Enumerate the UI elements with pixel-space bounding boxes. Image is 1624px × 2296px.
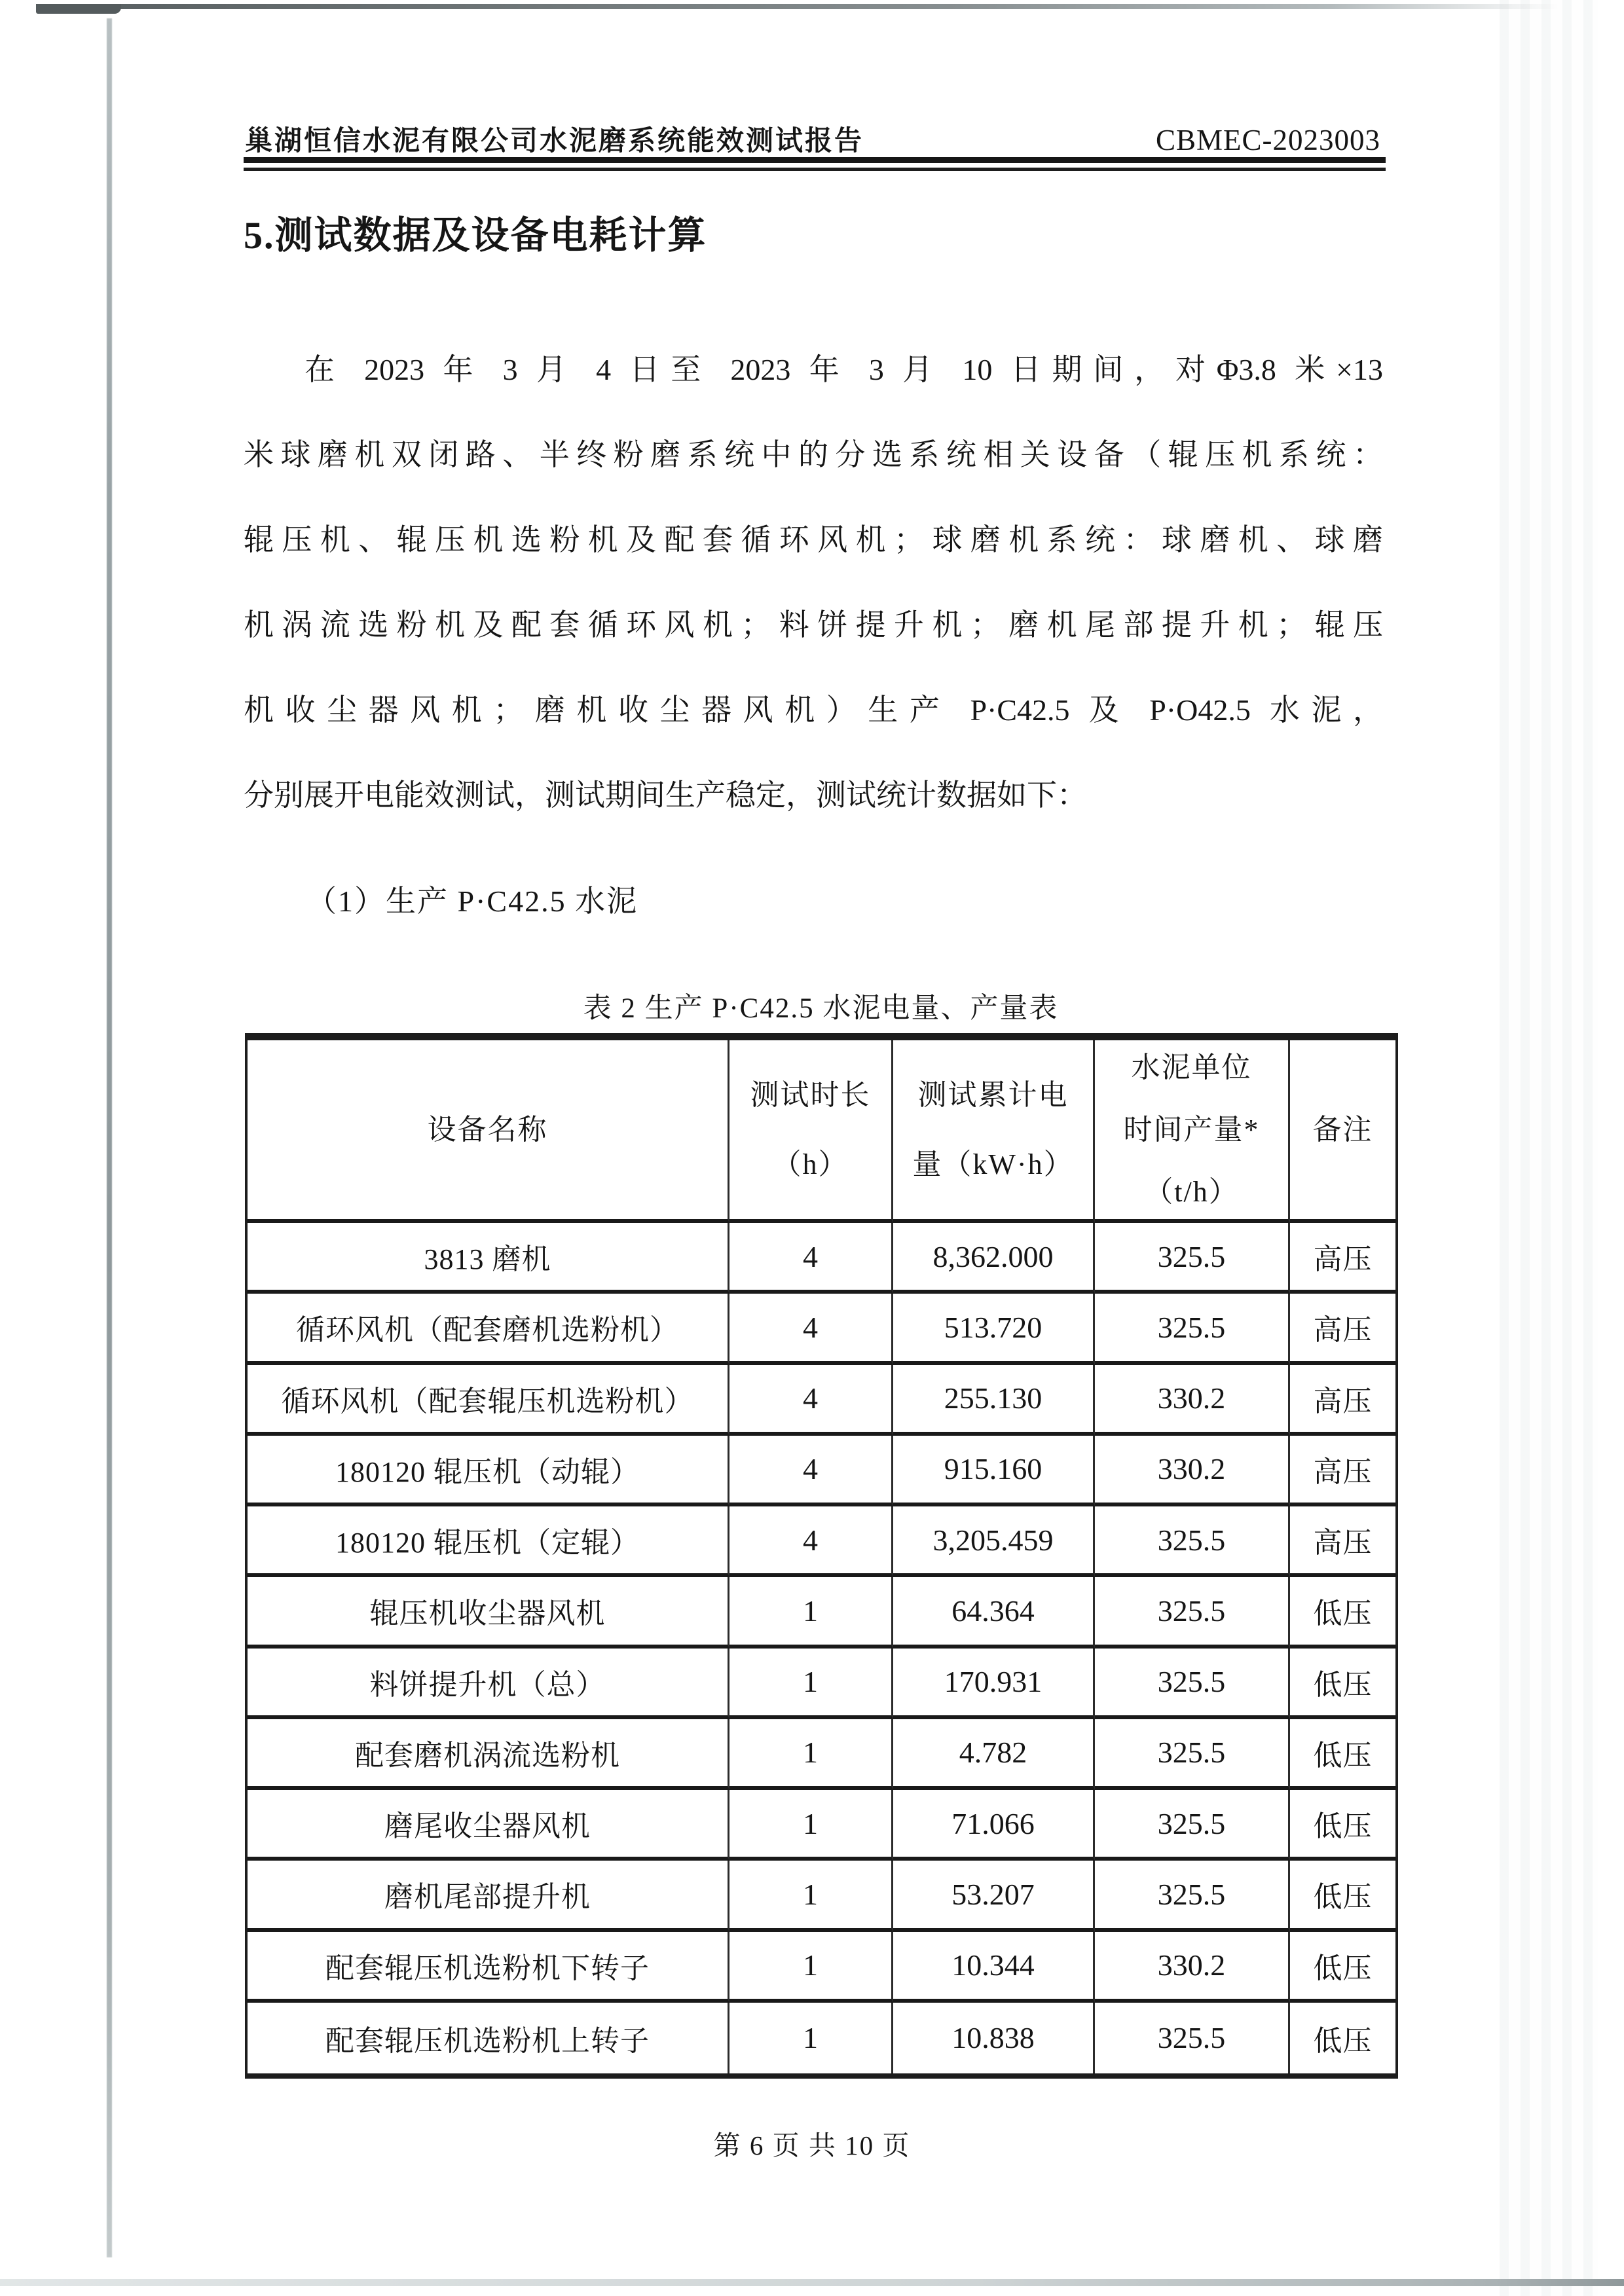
paragraph-line: 辊压机、辊压机选粉机及配套循环风机；球磨机系统：球磨机、球磨 [244,523,1383,556]
header-line: （h） [772,1148,849,1180]
table-cell-device: 循环风机（配套辊压机选粉机） [248,1365,729,1436]
table-cell-energy: 64.364 [893,1577,1095,1648]
scan-right-streaks [1500,0,1598,2296]
document-header-code: CBMEC-2023003 [1155,124,1380,156]
table-cell-remark: 高压 [1290,1506,1395,1577]
table-cell-remark: 低压 [1290,1719,1395,1790]
sub-item-label: （1）生产 P·C42.5 水泥 [306,884,638,918]
table-cell-energy: 4.782 [893,1719,1095,1790]
paragraph-line: 机收尘器风机；磨机收尘器风机）生产 P·C42.5 及 P·O42.5 水泥， [244,693,1383,727]
table-cell-output: 325.5 [1095,1577,1290,1648]
paragraph-line: 在 2023 年 3 月 4 日至 2023 年 3 月 10 日期间，对Φ3.8 米×13 [304,353,1383,386]
table-cell-output: 330.2 [1095,1365,1290,1436]
table-cell-duration: 4 [729,1223,893,1294]
table-cell-energy: 3,205.459 [893,1506,1095,1577]
table-cell-energy: 10.838 [893,2003,1095,2073]
scan-top-edge-corner [36,4,121,14]
table-cell-device: 配套辊压机选粉机下转子 [248,1932,729,2003]
table-cell-duration: 4 [729,1365,893,1436]
table-cell-remark: 低压 [1290,1649,1395,1719]
paragraph-line: 机涡流选粉机及配套循环风机；料饼提升机；磨机尾部提升机；辊压 [244,608,1383,642]
table-cell-remark: 低压 [1290,1577,1395,1648]
table-cell-output: 325.5 [1095,1861,1290,1931]
table-cell-remark: 低压 [1313,2024,1373,2057]
table-cell-energy: 513.720 [893,1294,1095,1364]
table-cell-device: 180120 辊压机（动辊） [248,1436,729,1506]
table-cell-device: 配套磨机涡流选粉机 [248,1719,729,1790]
table-cell-duration: 4 [729,1506,893,1577]
table-cell-output: 325.5 [1095,1790,1290,1861]
table-cell-remark: 高压 [1290,1436,1395,1506]
table-cell-device: 辊压机收尘器风机 [248,1577,729,1648]
section-title: 5.测试数据及设备电耗计算 [244,214,707,257]
table-header-duration [729,1040,893,1223]
table-header-energy [893,1040,1095,1223]
table-cell-duration: 1 [729,1577,893,1648]
table-cell-duration: 1 [729,1861,893,1931]
table-cell-duration: 1 [729,1932,893,2003]
header-rule-thin [244,168,1386,171]
table-cell-output: 325.5 [1095,2003,1290,2073]
table-cell-device: 3813 磨机 [248,1223,729,1294]
table-cell-energy: 71.066 [893,1790,1095,1861]
table-cell-output: 330.2 [1095,1932,1290,2003]
table-cell-device: 循环风机（配套磨机选粉机） [248,1294,729,1364]
table-cell-output: 325.5 [1095,1719,1290,1790]
table-cell-energy: 170.931 [893,1649,1095,1719]
table-cell-remark: 低压 [1290,1861,1395,1931]
table-cell-output: 325.5 [1095,1649,1290,1719]
header-line: 量（kW·h） [912,1148,1074,1180]
body-paragraph [244,327,1383,838]
header-line: 备注 [1312,1113,1373,1146]
table-cell-energy: 53.207 [893,1861,1095,1931]
table-cell-duration: 1 [729,1719,893,1790]
table-cell-device: 磨尾收尘器风机 [248,1790,729,1861]
table-cell-energy: 255.130 [893,1365,1095,1436]
table-cell-device: 180120 辊压机（定辊） [248,1506,729,1577]
table-cell-energy: 10.344 [893,1932,1095,2003]
table-header-device [248,1040,729,1223]
page-number-indicator: 第 6 页 共 10 页 [713,2130,911,2160]
paragraph-line: 分别展开电能效测试，测试期间生产稳定，测试统计数据如下： [244,778,1087,812]
table-cell-remark: 低压 [1290,1932,1395,2003]
table-cell-duration: 4 [729,1436,893,1506]
table-caption: 表 2 生产 P·C42.5 水泥电量、产量表 [583,993,1059,1024]
scan-top-edge [36,4,1559,9]
table-header-output [1095,1040,1290,1223]
table-cell-energy: 915.160 [893,1436,1095,1506]
document-header-title: 巢湖恒信水泥有限公司水泥磨系统能效测试报告 [245,125,864,156]
header-line: （t/h） [1144,1176,1239,1208]
table-cell-duration: 1 [729,2003,893,2073]
table-cell-output: 325.5 [1095,1506,1290,1577]
scan-page-fold-line [107,18,112,2257]
scan-bottom-edge [0,2279,1624,2286]
table-cell-remark: 低压 [1290,1790,1395,1861]
table-cell-device: 配套辊压机选粉机上转子 [248,2003,729,2073]
header-line: 时间产量* [1123,1114,1260,1146]
table-cell-device: 磨机尾部提升机 [248,1861,729,1931]
header-rule-thick [244,157,1386,163]
paragraph-line: 米球磨机双闭路、半终粉磨系统中的分选系统相关设备（辊压机系统： [244,438,1383,471]
table-cell-duration: 1 [729,1790,893,1861]
table-cell-device: 料饼提升机（总） [248,1649,729,1719]
table-cell-duration: 4 [729,1294,893,1364]
data-table [245,1033,1398,2079]
table-cell-output: 325.5 [1095,1294,1290,1364]
table-cell-remark: 高压 [1290,1294,1395,1364]
table-header-remark [1290,1040,1395,1223]
table-cell-energy: 8,362.000 [893,1223,1095,1294]
table-cell-duration: 1 [729,1649,893,1719]
header-line: 水泥单位 [1131,1051,1252,1084]
table-cell-remark: 高压 [1290,1365,1395,1436]
table-cell-remark: 高压 [1290,1223,1395,1294]
header-line: 测试时长 [750,1078,871,1111]
table-cell-output: 325.5 [1095,1223,1290,1294]
header-line: 设备名称 [427,1113,548,1146]
header-line: 测试累计电 [917,1078,1069,1111]
table-cell-output: 330.2 [1095,1436,1290,1506]
